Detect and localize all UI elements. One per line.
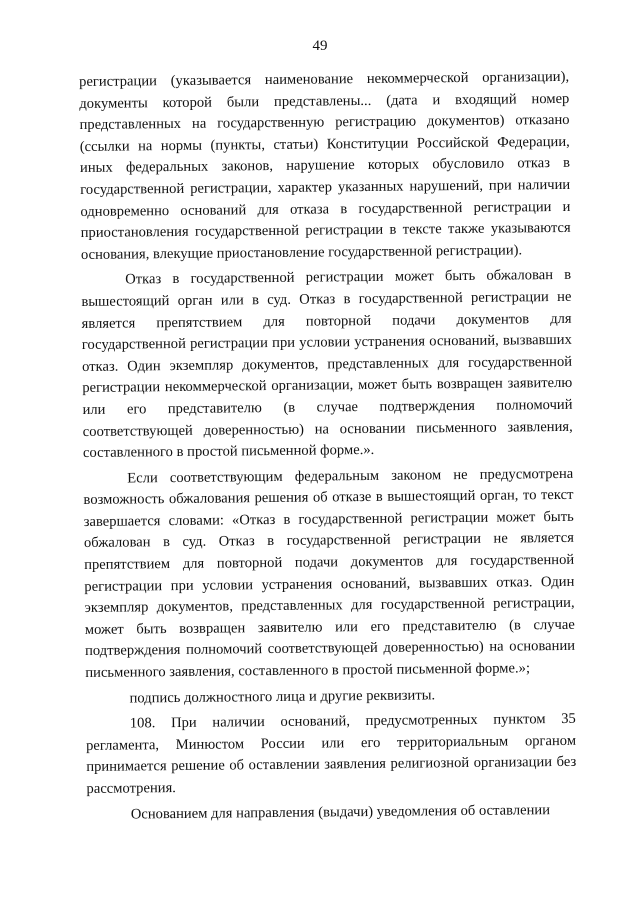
paragraph-signature: подпись должностного лица и другие реквизиты.: [129, 686, 436, 707]
paragraph-appeal-rights: Отказ в государственной регистрации может быть обжалован в вышестоящий орган или в суд. Отказ в государственной регистрации не является препятствием для повторной подачи документов для государственной регистрации при условии устранения оснований, вызвавших отказ. Один экземпляр документов, представленных для государственной регистрации некоммерческой организации, может быть возвращен заявителю или его представителю (в случае подтверждения полномочий соответствующей доверенностью) на основании письменного заявления, составленного в простой письменной форме.».: [81, 267, 573, 462]
paragraph-registration-refusal-notice: регистрации (указывается наименование некоммерческой организации), документы которой были представлены... (дата и входящий номер представленных на государственную регистрацию документов) отказано (ссылки на нормы (пункты, статьи) Конституции Российской Федерации, иных федеральных законов, нарушение которых обусловило отказ в государственной регистрации, характер указанных нарушений, при наличии одновременно оснований для отказа в государственной регистрации и приостановления государственной регистрации в тексте также указываются основания, влекущие приостановление государственной регистрации).: [79, 68, 571, 263]
paragraph-clause-108: 108. При наличии оснований, предусмотренных пунктом 35 регламента, Минюстом России или его территориальным органом принимается решение об оставлении заявления религиозной организации без рассмотрения.: [85, 711, 577, 797]
page-number: 49: [312, 38, 328, 54]
paragraph-notice-basis: Основанием для направления (выдачи) уведомления об оставлении: [130, 801, 551, 823]
paragraph-no-higher-appeal: Если соответствующим федеральным законом не предусмотрена возможность обжалования решения об отказе в вышестоящий орган, то текст завершается словами: «Отказ в государственной регистрации может быть обжалован в суд. Отказ в государственной регистрации не является препятствием для повторной подачи документов для государственной регистрации при условии устранения оснований, вызвавших отказ. Один экземпляр документов, представленных для государственной регистрации, может быть возвращен заявителю или его представителю (в случае подтверждения полномочий соответствующей доверенностью) на основании письменного заявления, составленного в простой письменной форме.»;: [83, 465, 576, 681]
document-body: [79, 67, 577, 830]
